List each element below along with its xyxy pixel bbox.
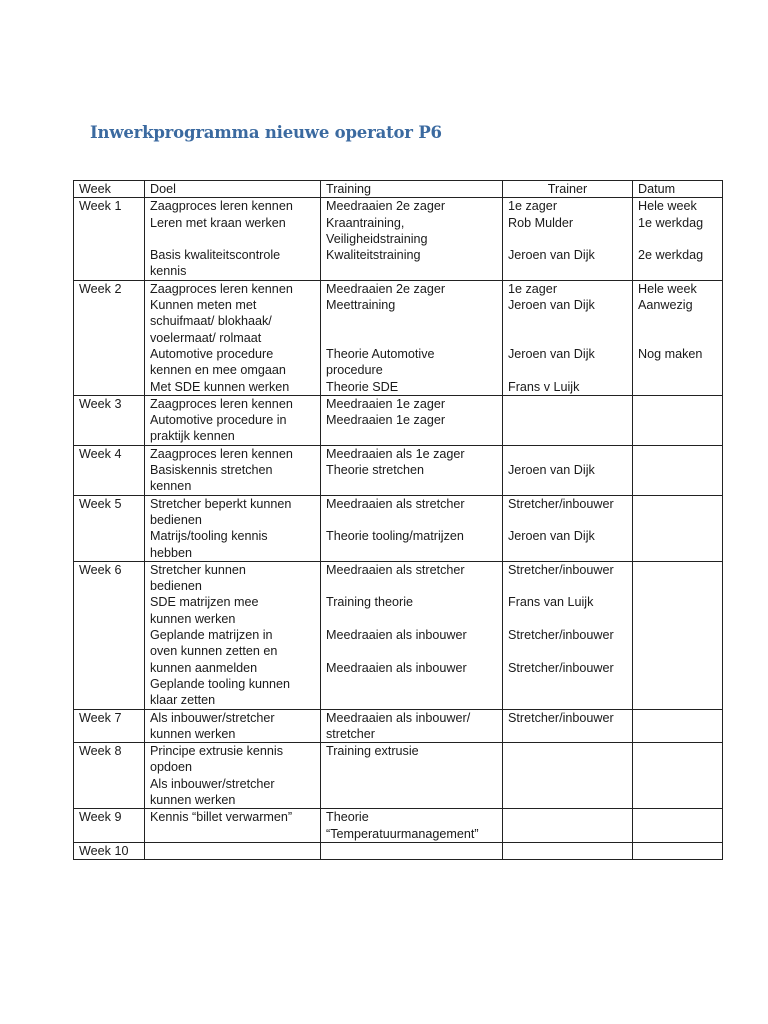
cell-week (74, 280, 145, 395)
header-datum: Datum (633, 181, 723, 198)
cell-datum (633, 561, 723, 709)
cell-training (321, 495, 503, 561)
cell-week (74, 709, 145, 743)
cell-datum (633, 280, 723, 395)
trainer-text: Jeroen van Dijk (508, 463, 595, 478)
training-text: Training extrusie (326, 744, 419, 759)
cell-week (74, 809, 145, 843)
week-label: Week 9 (79, 810, 122, 825)
training-text: Meedraaien 1e zager Meedraaien 1e zager (326, 396, 446, 428)
week-label: Week 5 (79, 496, 122, 511)
trainer-text: Stretcher/inbouwer Jeroen van Dijk (508, 496, 614, 544)
header-doel: Doel (145, 181, 321, 198)
cell-week (74, 743, 145, 809)
training-text: Meedraaien 2e zager Kraantraining, Veiligheidstraining Kwaliteitstraining (326, 199, 446, 263)
cell-doel (145, 743, 321, 809)
cell-trainer (503, 395, 633, 445)
cell-doel (145, 445, 321, 495)
schedule-table (73, 180, 723, 860)
cell-week (74, 561, 145, 709)
week-label: Week 7 (79, 710, 122, 725)
training-text: Meedraaien als inbouwer/ stretcher (326, 710, 471, 741)
header-week: Week (74, 181, 145, 198)
table-row (74, 395, 723, 445)
cell-doel (145, 198, 321, 280)
goal-text: Zaagproces leren kennen Basiskennis stretchen kennen (150, 446, 293, 494)
trainer-text: Stretcher/inbouwer Frans van Luijk Stretcher/inbouwer Stretcher/inbouwer (508, 562, 614, 675)
cell-doel (145, 280, 321, 395)
cell-datum (633, 842, 723, 859)
cell-training (321, 709, 503, 743)
header-training: Training (321, 181, 503, 198)
cell-training (321, 743, 503, 809)
table-row (74, 280, 723, 395)
training-text: Meedraaien als stretcher Theorie tooling/matrijzen (326, 496, 465, 544)
week-label: Week 4 (79, 446, 122, 461)
goal-text: Zaagproces leren kennen Automotive procedure in praktijk kennen (150, 396, 293, 444)
training-text: Meedraaien 2e zager Meettraining Theorie Automotive procedure Theorie SDE (326, 281, 446, 394)
cell-week (74, 198, 145, 280)
cell-training (321, 842, 503, 859)
cell-doel (145, 495, 321, 561)
week-label: Week 6 (79, 562, 122, 577)
week-label: Week 8 (79, 744, 122, 759)
cell-week (74, 842, 145, 859)
goal-text: Als inbouwer/stretcher kunnen werken (150, 710, 275, 741)
cell-doel (145, 809, 321, 843)
cell-trainer (503, 561, 633, 709)
trainer-text: 1e zager Rob Mulder Jeroen van Dijk (508, 199, 595, 263)
week-label: Week 1 (79, 199, 122, 214)
cell-training (321, 280, 503, 395)
date-text: Hele week Aanwezig Nog maken (638, 281, 703, 361)
cell-datum (633, 743, 723, 809)
goal-text: Stretcher beperkt kunnen bedienen Matrijs/tooling kennis hebben (150, 496, 292, 560)
cell-datum (633, 198, 723, 280)
cell-training (321, 561, 503, 709)
table-header-row (74, 181, 723, 198)
cell-trainer (503, 842, 633, 859)
cell-trainer (503, 743, 633, 809)
table-row (74, 709, 723, 743)
cell-trainer (503, 709, 633, 743)
cell-datum (633, 445, 723, 495)
cell-week (74, 395, 145, 445)
cell-trainer (503, 445, 633, 495)
cell-doel (145, 709, 321, 743)
table-row (74, 842, 723, 859)
cell-datum (633, 809, 723, 843)
cell-trainer (503, 809, 633, 843)
table-row (74, 495, 723, 561)
cell-week (74, 445, 145, 495)
goal-text: Stretcher kunnen bedienen SDE matrijzen mee kunnen werken Geplande matrijzen in oven kunnen zetten en kunnen aanmelden Geplande tooling kunnen klaar zetten (150, 562, 291, 708)
document-title: Inwerkprogramma nieuwe operator P6 (90, 123, 442, 142)
table-row (74, 743, 723, 809)
table-row (74, 198, 723, 280)
cell-training (321, 395, 503, 445)
training-text: Meedraaien als 1e zager Theorie stretchen (326, 446, 465, 478)
header-trainer: Trainer (503, 181, 633, 198)
cell-training (321, 445, 503, 495)
cell-doel (145, 395, 321, 445)
cell-datum (633, 495, 723, 561)
week-label: Week 2 (79, 281, 122, 296)
week-label: Week 10 (79, 843, 129, 858)
cell-training (321, 198, 503, 280)
cell-trainer (503, 495, 633, 561)
cell-datum (633, 709, 723, 743)
week-label: Week 3 (79, 396, 122, 411)
training-text: Theorie “Temperatuurmanagement” (326, 810, 479, 841)
cell-training (321, 809, 503, 843)
training-text: Meedraaien als stretcher Training theorie Meedraaien als inbouwer Meedraaien als inbouwer (326, 562, 467, 675)
date-text: Hele week 1e werkdag 2e werkdag (638, 199, 704, 263)
table-row (74, 561, 723, 709)
cell-week (74, 495, 145, 561)
goal-text: Principe extrusie kennis opdoen Als inbouwer/stretcher kunnen werken (150, 744, 283, 807)
cell-doel (145, 561, 321, 709)
cell-trainer (503, 280, 633, 395)
goal-text: Zaagproces leren kennen Kunnen meten met schuifmaat/ blokhaak/ voelermaat/ rolmaat Automotive procedure kennen en mee omgaan Met SDE kunnen werken (150, 281, 293, 394)
table-row (74, 809, 723, 843)
trainer-text: 1e zager Jeroen van Dijk Jeroen van Dijk Frans v Luijk (508, 281, 595, 394)
goal-text: Kennis “billet verwarmen” (150, 810, 293, 825)
goal-text: Zaagproces leren kennen Leren met kraan werken Basis kwaliteitscontrole kennis (150, 199, 293, 279)
trainer-text: Stretcher/inbouwer (508, 710, 614, 725)
cell-trainer (503, 198, 633, 280)
table-row (74, 445, 723, 495)
cell-doel (145, 842, 321, 859)
cell-datum (633, 395, 723, 445)
